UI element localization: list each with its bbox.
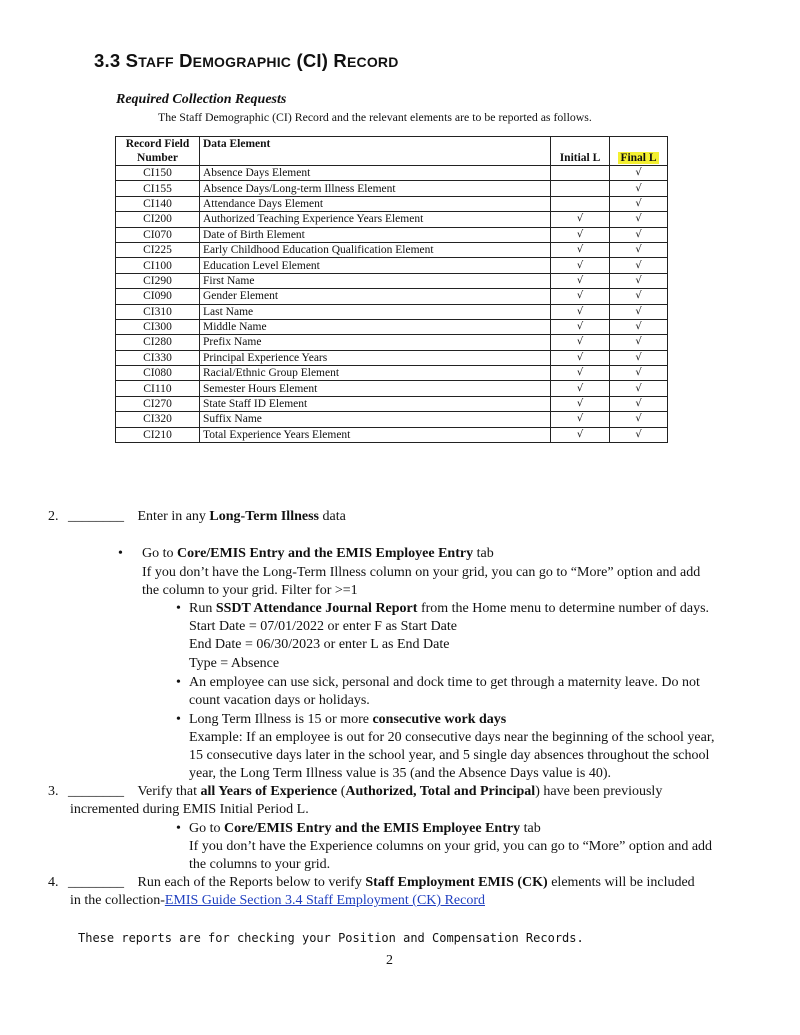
initial-l-cell: √	[551, 289, 610, 304]
final-l-cell: √	[610, 166, 668, 181]
data-element-cell: Absence Days Element	[200, 166, 551, 181]
initial-l-cell: √	[551, 242, 610, 257]
table-row	[116, 350, 668, 365]
record-field-cell: CI225	[116, 242, 200, 257]
start-date: Start Date = 07/01/2022 or enter F as Start Date	[189, 619, 458, 634]
table-row	[116, 304, 668, 319]
record-field-cell: CI210	[116, 427, 200, 442]
final-l-cell: √	[610, 181, 668, 196]
step-2-note-line-2: the column to your grid. Filter for >=1	[142, 583, 358, 598]
step-3-goto: Go to Core/EMIS Entry and the EMIS Employee Entry tab	[189, 821, 541, 836]
initial-l-cell: √	[551, 366, 610, 381]
data-element-cell: Racial/Ethnic Group Element	[200, 366, 551, 381]
record-field-cell: CI150	[116, 166, 200, 181]
record-field-cell: CI070	[116, 227, 200, 242]
step-3-bullet: •	[176, 821, 181, 836]
requirements-description: The Staff Demographic (CI) Record and the relevant elements are to be reported as follows.	[158, 110, 592, 124]
initial-l-cell: √	[551, 273, 610, 288]
step-2-goto: Go to Core/EMIS Entry and the EMIS Employee Entry tab	[142, 546, 494, 561]
heading-number: 3.3	[94, 50, 121, 71]
table-row	[116, 289, 668, 304]
data-element-cell: Absence Days/Long-term Illness Element	[200, 181, 551, 196]
step-2-note-line-1: If you don’t have the Long-Term Illness column on your grid, you can go to “More” option and add	[142, 565, 701, 580]
record-field-cell: CI310	[116, 304, 200, 319]
initial-l-cell: √	[551, 319, 610, 334]
final-l-cell: √	[610, 304, 668, 319]
example-line-1: Example: If an employee is out for 20 consecutive days near the beginning of the school year,	[189, 730, 715, 745]
step-3	[48, 783, 662, 801]
sub-item-maternity-line-1: An employee can use sick, personal and dock time to get through a maternity leave. Do not	[189, 675, 700, 690]
sub-item-attendance-report: Run SSDT Attendance Journal Report from the Home menu to determine number of days.	[189, 601, 710, 616]
final-l-cell: √	[610, 427, 668, 442]
record-field-cell: CI140	[116, 196, 200, 211]
footer-note: These reports are for checking your Position and Compensation Records.	[78, 931, 584, 945]
initial-l-cell: √	[551, 396, 610, 411]
page-number: 2	[386, 953, 393, 968]
table-row	[116, 166, 668, 181]
data-element-cell: Total Experience Years Element	[200, 427, 551, 442]
record-field-cell: CI080	[116, 366, 200, 381]
table-row	[116, 381, 668, 396]
step-2-blank: ________	[68, 509, 124, 524]
final-l-cell: √	[610, 366, 668, 381]
heading-word-1: STAFF	[125, 50, 174, 71]
final-l-cell: √	[610, 227, 668, 242]
data-element-cell: Last Name	[200, 304, 551, 319]
data-element-cell: Semester Hours Element	[200, 381, 551, 396]
record-field-cell: CI300	[116, 319, 200, 334]
end-date: End Date = 06/30/2023 or enter L as End Date	[189, 637, 450, 652]
initial-l-cell	[551, 166, 610, 181]
data-element-cell: Suffix Name	[200, 412, 551, 427]
final-l-cell: √	[610, 335, 668, 350]
table-row	[116, 258, 668, 273]
step-3-blank: ________	[68, 784, 124, 799]
record-field-cell: CI290	[116, 273, 200, 288]
final-l-cell: √	[610, 258, 668, 273]
ci-record-table	[115, 136, 668, 443]
sub-bullet-3: •	[176, 712, 181, 727]
data-element-cell: Middle Name	[200, 319, 551, 334]
heading-word-3: (CI)	[296, 50, 329, 71]
record-field-cell: CI100	[116, 258, 200, 273]
record-field-cell: CI155	[116, 181, 200, 196]
step-2	[48, 508, 346, 526]
final-l-cell: √	[610, 196, 668, 211]
step-3-text: Verify that all Years of Experience (Authorized, Total and Principal) have been previously	[137, 784, 663, 799]
step-2-number: 2.	[48, 509, 59, 524]
final-l-cell: √	[610, 381, 668, 396]
step-4-number: 4.	[48, 875, 59, 890]
heading-word-2: DEMOGRAPHIC	[179, 50, 292, 71]
table-row	[116, 196, 668, 211]
data-element-cell: State Staff ID Element	[200, 396, 551, 411]
table-row	[116, 335, 668, 350]
step-4-blank: ________	[68, 875, 124, 890]
table-body	[116, 166, 668, 443]
data-element-cell: Authorized Teaching Experience Years Element	[200, 212, 551, 227]
table-row	[116, 242, 668, 257]
step-4-text: Run each of the Reports below to verify Staff Employment EMIS (CK) elements will be included	[137, 875, 695, 890]
emis-guide-link[interactable]: EMIS Guide Section 3.4 Staff Employment (CK) Record	[164, 893, 485, 908]
table-row	[116, 412, 668, 427]
record-field-cell: CI320	[116, 412, 200, 427]
data-element-cell: First Name	[200, 273, 551, 288]
header-final-l: Final L	[610, 137, 668, 166]
table-row	[116, 212, 668, 227]
table-row	[116, 427, 668, 442]
header-data-element: Data Element	[200, 137, 551, 166]
sub-bullet-2: •	[176, 675, 181, 690]
initial-l-cell: √	[551, 427, 610, 442]
final-l-cell: √	[610, 273, 668, 288]
record-field-cell: CI090	[116, 289, 200, 304]
step-4-line-2: in the collection-EMIS Guide Section 3.4 Staff Employment (CK) Record	[70, 893, 485, 908]
step-4	[48, 874, 695, 892]
final-l-cell: √	[610, 350, 668, 365]
initial-l-cell: √	[551, 258, 610, 273]
record-field-cell: CI110	[116, 381, 200, 396]
final-l-cell: √	[610, 289, 668, 304]
data-element-cell: Gender Element	[200, 289, 551, 304]
record-field-cell: CI280	[116, 335, 200, 350]
table-row	[116, 273, 668, 288]
example-line-3: year, the Long Term Illness value is 35 (and the Absence Days value is 40).	[189, 766, 611, 781]
data-element-cell: Prefix Name	[200, 335, 551, 350]
step-2-bullet: •	[118, 546, 123, 561]
header-record-field: Record Field Number	[116, 137, 200, 166]
sub-item-long-term: Long Term Illness is 15 or more consecutive work days	[189, 712, 507, 727]
initial-l-cell: √	[551, 381, 610, 396]
example-line-2: 15 consecutive days later in the school year, and 5 single day absences throughout the school	[189, 748, 710, 763]
table-row	[116, 227, 668, 242]
record-field-cell: CI200	[116, 212, 200, 227]
step-2-text: Enter in any Long-Term Illness data	[137, 509, 346, 524]
step-3-note-line-2: the columns to your grid.	[189, 857, 331, 872]
sub-item-maternity-line-2: count vacation days or holidays.	[189, 693, 370, 708]
final-l-cell: √	[610, 212, 668, 227]
sub-bullet-1: •	[176, 601, 181, 616]
initial-l-cell	[551, 196, 610, 211]
table-row	[116, 396, 668, 411]
final-l-cell: √	[610, 319, 668, 334]
table-row	[116, 181, 668, 196]
data-element-cell: Principal Experience Years	[200, 350, 551, 365]
data-element-cell: Attendance Days Element	[200, 196, 551, 211]
initial-l-cell: √	[551, 304, 610, 319]
record-field-cell: CI330	[116, 350, 200, 365]
data-element-cell: Date of Birth Element	[200, 227, 551, 242]
initial-l-cell: √	[551, 350, 610, 365]
initial-l-cell	[551, 181, 610, 196]
section-heading	[94, 50, 399, 72]
data-element-cell: Education Level Element	[200, 258, 551, 273]
table-row	[116, 366, 668, 381]
table-header-row	[116, 137, 668, 166]
initial-l-cell: √	[551, 227, 610, 242]
initial-l-cell: √	[551, 335, 610, 350]
requirements-title: Required Collection Requests	[116, 92, 287, 107]
initial-l-cell: √	[551, 412, 610, 427]
step-3-note-line-1: If you don’t have the Experience columns on your grid, you can go to “More” option and add	[189, 839, 713, 854]
data-element-cell: Early Childhood Education Qualification Element	[200, 242, 551, 257]
initial-l-cell: √	[551, 212, 610, 227]
step-3-number: 3.	[48, 784, 59, 799]
header-initial-l: Initial L	[551, 137, 610, 166]
heading-word-4: RECORD	[333, 50, 399, 71]
table-row	[116, 319, 668, 334]
final-l-cell: √	[610, 412, 668, 427]
type: Type = Absence	[189, 656, 280, 671]
final-l-cell: √	[610, 242, 668, 257]
step-3-line-2: incremented during EMIS Initial Period L.	[70, 802, 309, 817]
final-l-cell: √	[610, 396, 668, 411]
record-field-cell: CI270	[116, 396, 200, 411]
